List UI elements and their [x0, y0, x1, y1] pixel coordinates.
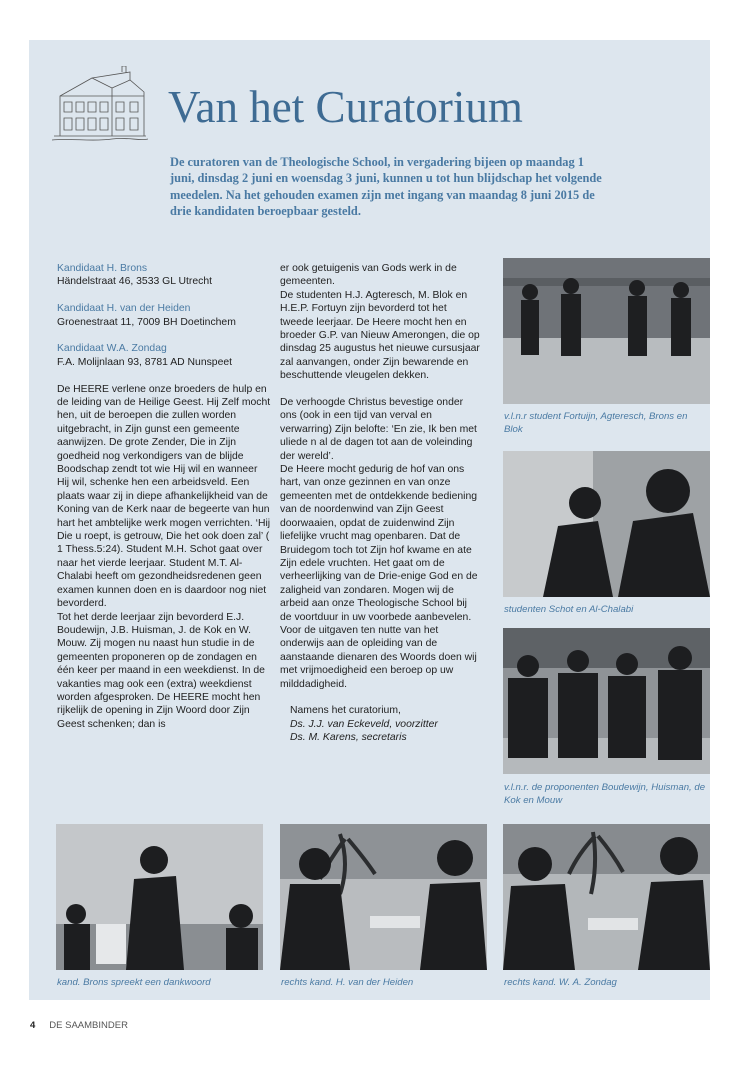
page-title: Van het Curatorium: [168, 82, 523, 132]
photo-zondag: [503, 824, 710, 970]
photo-caption: kand. Brons spreekt een dankwoord: [57, 977, 211, 988]
text-column-2: [280, 262, 480, 745]
signature-line: Ds. M. Karens, secretaris: [290, 732, 407, 744]
body-paragraph: De Heere mocht gedurig de hof van ons hart, van onze gezinnen en van onze gemeenten met de ontdekkende bediening van de noordenwind van Zijn Geest doorwaaien, opdat de zuidenwind Zijn liefelijke vrucht mag openbaren. Dat de Bruidegom toch tot Zijn hof kwame en ate Zijn edele vruchten. Het gaat om de verheerlijking van de Drie-enige God en de zaligheid van zondaren. Mogen wij de arbeid aan onze Theologische School bij de voortduur in uw voorbede aanbevelen. Voor de uitgaven ten nutte van het onderwijs aan de opleiding van de aanstaande dienaren des Woords doen wij met vrijmoedigheid een beroep op uw milddadigheid.: [280, 464, 478, 690]
photo-proponents: [503, 628, 710, 774]
signature-block: [280, 704, 480, 744]
photo-students-seated: [503, 451, 710, 597]
page-footer: [30, 1020, 128, 1031]
candidate-name: Kandidaat H. van der Heiden: [57, 303, 191, 315]
candidate-address: F.A. Molijnlaan 93, 8781 AD Nunspeet: [57, 356, 233, 368]
photo-van-der-heiden: [280, 824, 487, 970]
photo-caption: studenten Schot en Al-Chalabi: [504, 604, 634, 615]
candidate-address: Groenestraat 11, 7009 BH Doetinchem: [57, 316, 236, 328]
body-paragraph: De studenten H.J. Agteresch, M. Blok en H.E.P. Fortuyn zijn bevorderd tot het tweede leerjaar. De Heere mocht hen en broeder G.P. van Nieuw Amerongen, die op dinsdag 25 augustus het nieuwe cursusjaar zal aanvangen, onder Zijn bewarende en beschuttende vleugelen dekken.: [280, 289, 480, 382]
photo-caption: rechts kand. H. van der Heiden: [281, 977, 414, 988]
body-paragraph: De HEERE verlene onze broeders de hulp en de leiding van de Heilige Geest. Hij Zelf mocht hen, uit de beroepen die zullen worden uitgebracht, in Zijn gunst een gemeente aanwijzen. De grote Zender, Die in Zijn goedheid nog verkondigers van de blijde Boodschap zendt tot wie Hij wil en wanneer Hij wil, schenke hen een arbeidsveld. Een plaats waar zij in diepe afhankelijkheid van de Koning van de Kerk naar de begeerte van hun hart het ambtelijke werk mogen verrichten. ‘Hij Die u roept, is getrouw, Die het ook doen zal’ ( 1 Thess.5:24). Student M.H. Schot gaat over naar het vierde leerjaar. Student M.T. Al-Chalabi heeft om gezondheidsredenen geen examen kunnen doen en is daardoor nog niet bevorderd.: [57, 383, 271, 610]
signature-line: Ds. J.J. van Eckeveld, voorzitter: [290, 718, 438, 730]
photo-caption: rechts kand. W. A. Zondag: [504, 977, 617, 988]
photo-brons-speech: [56, 824, 263, 970]
body-paragraph: De verhoogde Christus bevestige onder ons (ook in een tijd van verval en verwarring) Zijn belofte: ‘En zie, Ik ben met uliede n al de dagen tot aan de voleinding der wereld’.: [280, 397, 477, 462]
photo-caption: v.l.n.r. de proponenten Boudewijn, Huisman, de Kok en Mouw: [504, 782, 706, 806]
school-building-logo: [52, 66, 148, 146]
body-paragraph: er ook getuigenis van Gods werk in de gemeenten.: [280, 263, 457, 288]
page-number: 4: [30, 1020, 36, 1031]
body-paragraph: Tot het derde leerjaar zijn bevorderd E.J. Boudewijn, J.B. Huisman, J. de Kok en W. Mouw. Zij mogen nu naast hun studie in de gemeenten proponeren op de zondagen en één keer per maand in een weekdienst. In de vakanties mag ook een (extra) weekdienst worden afgesproken. De HEERE mocht hen rijkelijk de opening in Zijn Woord door Zijn Geest schenken; dan is: [57, 611, 265, 730]
photo-students-outdoor: [503, 258, 710, 404]
publication-name: DE SAAMBINDER: [49, 1020, 128, 1031]
intro-text: De curatoren van de Theologische School, in vergadering bijeen op maandag 1 juni, dinsdag 2 juni en woensdag 3 juni, kunnen u tot hun blijdschap het volgende meedelen. Na het gehouden examen zijn met ingang van maandag 8 juni 2015 de drie kandidaten beroepbaar gesteld.: [170, 155, 602, 219]
candidate-name: Kandidaat H. Brons: [57, 263, 148, 274]
candidate-name: Kandidaat W.A. Zondag: [57, 343, 167, 355]
photo-caption: v.l.n.r student Fortuijn, Agteresch, Brons en Blok: [504, 411, 688, 435]
candidate-address: Händelstraat 46, 3533 GL Utrecht: [57, 276, 212, 288]
text-column-1: [57, 262, 272, 731]
signature-line: Namens het curatorium,: [290, 705, 401, 717]
